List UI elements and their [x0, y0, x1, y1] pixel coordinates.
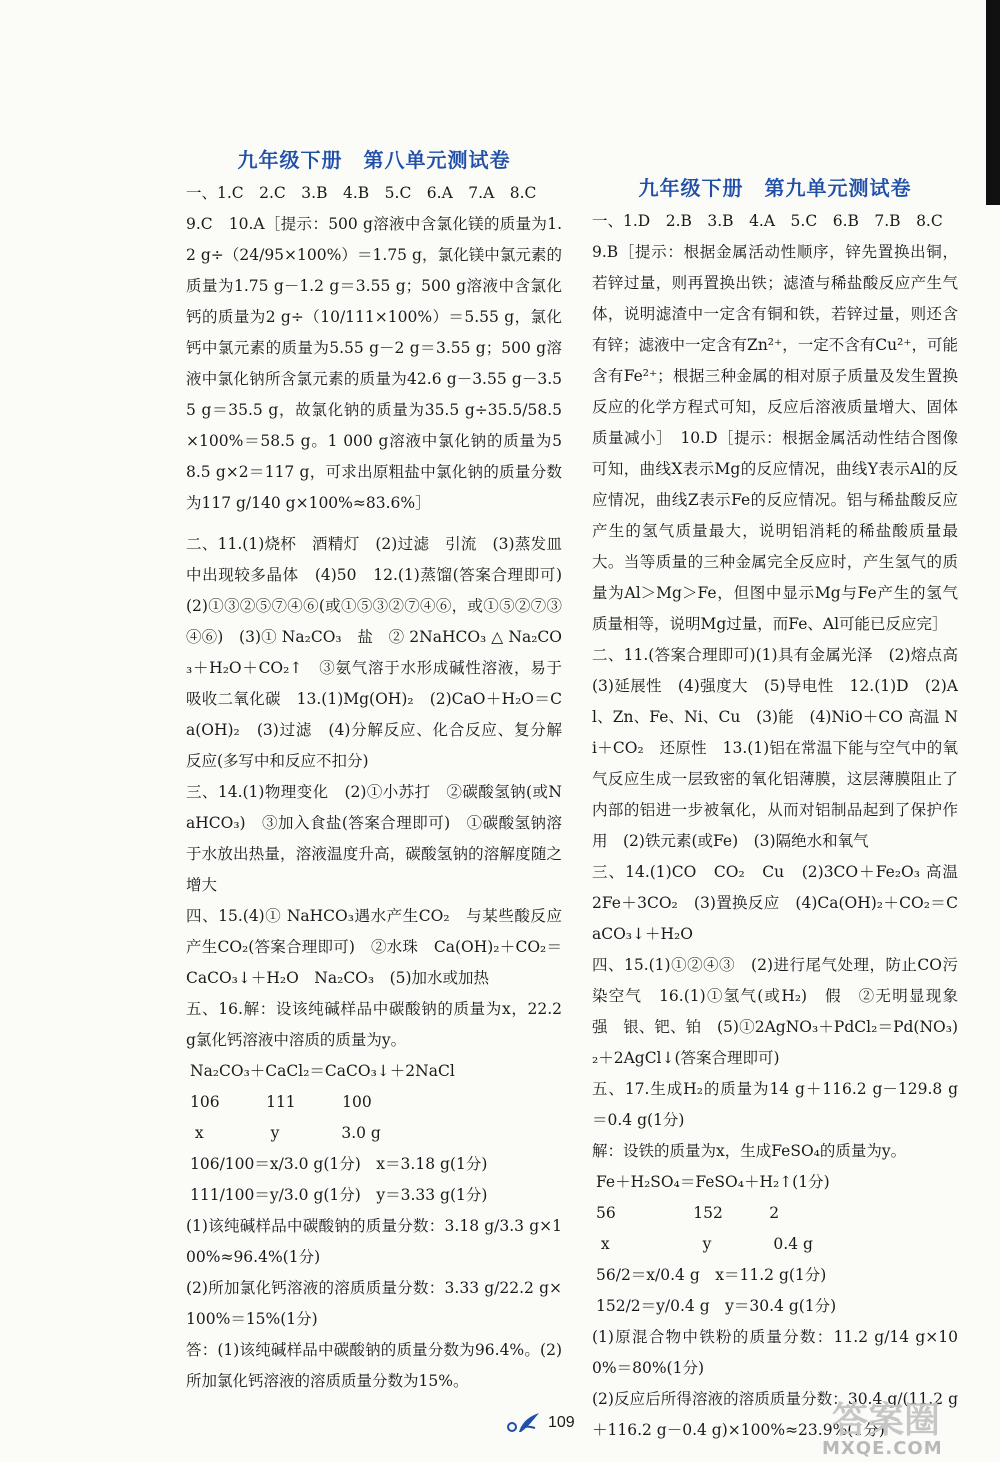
left-answer-1: (1)该纯碱样品中碳酸钠的质量分数：3.18 g/3.3 g×100%≈96.4%(1分)	[186, 1217, 562, 1266]
right-ratio-y: 152/2＝y/0.4 g y＝30.4 g(1分)	[596, 1297, 837, 1315]
watermark-url: MXQE.COM	[822, 1438, 943, 1459]
right-para-choice: 一、1.D 2.B 3.B 4.A 5.C 6.B 7.B 8.C	[592, 212, 943, 230]
left-section-title: 九年级下册 第八单元测试卷	[237, 148, 511, 172]
right-para-part3: 三、14.(1)CO CO₂ Cu (2)3CO＋Fe₂O₃ 高温 2Fe＋3CO₂ (3)置换反应 (4)Ca(OH)₂＋CO₂＝CaCO₃↓＋H₂O	[592, 863, 958, 943]
left-column	[186, 144, 578, 1397]
right-para-hint: 9.B［提示：根据金属活动性顺序，锌先置换出铜，若锌过量，则再置换出铁；滤渣与稀盐酸反应产生气体，说明滤渣中一定含有铜和铁，若锌过量，则还含有锌；滤液中一定含有Zn²⁺，一定不含有Cu²⁺，可能含有Fe²⁺；根据三种金属的相对原子质量及发生置换反应的化学方程式可知，反应后溶液质量增大、固体质量减小］ 10.D［提示：根据金属活动性结合图像可知，曲线X表示Mg的反应情况，曲线Y表示Al的反应情况，曲线Z表示Fe的反应情况。铝与稀盐酸反应产生的氢气质量最大，说明铝消耗的稀盐酸质量最大。当等质量的三种金属完全反应时，产生氢气的质量为Al＞Mg＞Fe，但图中显示Mg与Fe产生的氢气质量相等，说明Mg过量，而Fe、Al可能已反应完］	[592, 243, 958, 633]
right-section-title: 九年级下册 第九单元测试卷	[638, 176, 912, 200]
right-answer-1: (1)原混合物中铁粉的质量分数：11.2 g/14 g×100%＝80%(1分)	[592, 1328, 958, 1377]
left-para-part5: 五、16.解：设该纯碱样品中碳酸钠的质量为x，22.2 g氯化钙溶液中溶质的质量为y。	[186, 1000, 562, 1049]
left-para-part2: 二、11.(1)烧杯 酒精灯 (2)过滤 引流 (3)蒸发皿中出现较多晶体 (4)50 12.(1)蒸馏(答案合理即可) (2)①③②⑤⑦④⑥(或①⑤③②⑦④⑥，或①⑤②⑦③④⑥) (3)① Na₂CO₃ 盐 ② 2NaHCO₃ △ Na₂CO₃＋H₂O＋CO₂↑ ③氨气溶于水形成碱性溶液，易于吸收二氧化碳 13.(1)Mg(OH)₂ (2)CaO＋H₂O＝Ca(OH)₂ (3)过滤 (4)分解反应、化合反应、复分解反应(多写中和反应不扣分)	[186, 535, 578, 770]
left-para-part4: 四、15.(4)① NaHCO₃遇水产生CO₂ 与某些酸反应产生CO₂(答案合理即可) ②水珠 Ca(OH)₂＋CO₂＝CaCO₃↓＋H₂O Na₂CO₃ (5)加水或加热	[186, 907, 562, 987]
left-para-choice: 一、1.C 2.C 3.B 4.B 5.C 6.A 7.A 8.C	[186, 184, 537, 202]
right-para-part4: 四、15.(1)①②④③ (2)进行尾气处理，防止CO污染空气 16.(1)①氢气(或H₂) 假 ②无明显现象 强 银、钯、铂 (5)①2AgNO₃＋PdCl₂＝Pd(NO₃)₂＋2AgCl↓(答案合理即可)	[592, 956, 974, 1067]
right-equation-unknowns: x y 0.4 g	[596, 1235, 813, 1253]
scan-edge-bar	[986, 0, 1000, 205]
publisher-logo-icon	[505, 1410, 541, 1436]
left-ratio-y: 111/100＝y/3.0 g(1分) y＝3.33 g(1分)	[190, 1186, 488, 1204]
right-para-part5: 五、17.生成H₂的质量为14 g＋116.2 g－129.8 g＝0.4 g(1分)	[592, 1080, 958, 1129]
left-answer-2: (2)所加氯化钙溶液的溶质质量分数：3.33 g/22.2 g×100%＝15%(1分)	[186, 1279, 562, 1328]
right-para-part2: 二、11.(答案合理即可)(1)具有金属光泽 (2)熔点高 (3)延展性 (4)强度大 (5)导电性 12.(1)D (2)Al、Zn、Fe、Ni、Cu (3)能 (4)NiO＋CO 高温 Ni＋CO₂ 还原性 13.(1)铝在常温下能与空气中的氧气反应生成一层致密的氧化铝薄膜，这层薄膜阻止了内部的铝进一步被氧化，从而对铝制品起到了保护作用 (2)铁元素(或Fe) (3)隔绝水和氧气	[592, 646, 974, 850]
right-column	[592, 172, 974, 1446]
left-para-part3: 三、14.(1)物理变化 (2)①小苏打 ②碳酸氢钠(或NaHCO₃) ③加入食盐(答案合理即可) ①碳酸氢钠溶于水放出热量，溶液温度升高，碳酸氢钠的溶解度随之增大	[186, 783, 562, 894]
watermark-logo-text: 答案圈	[832, 1400, 941, 1441]
left-equation-masses: 106 111 100	[190, 1093, 372, 1111]
left-equation-unknowns: x y 3.0 g	[190, 1124, 381, 1142]
right-answer-2: (2)反应后所得溶液的溶质质量分数：30.4 g/(11.2 g＋116.2 g－0.4 g)×100%≈23.9%(1分)	[592, 1390, 958, 1439]
right-equation: Fe＋H₂SO₄＝FeSO₄＋H₂↑(1分)	[596, 1173, 830, 1191]
right-equation-masses: 56 152 2	[596, 1204, 780, 1222]
left-conclusion: 答：(1)该纯碱样品中碳酸钠的质量分数为96.4%。(2)所加氯化钙溶液的溶质质量分数为15%。	[186, 1341, 562, 1390]
right-ratio-x: 56/2＝x/0.4 g x＝11.2 g(1分)	[596, 1266, 827, 1284]
right-para-setup: 解：设铁的质量为x，生成FeSO₄的质量为y。	[592, 1142, 907, 1160]
left-equation: Na₂CO₃＋CaCl₂＝CaCO₃↓＋2NaCl	[190, 1062, 455, 1080]
left-para-hint: 9.C 10.A［提示：500 g溶液中含氯化镁的质量为1.2 g÷（24/95×100%）＝1.75 g，氯化镁中氯元素的质量为1.75 g－1.2 g＝3.55 g；500 g溶液中含氯化钙的质量为2 g÷（10/111×100%）＝5.55 g，氯化钙中氯元素的质量为5.55 g－2 g＝3.55 g；500 g溶液中氯化钠所含氯元素的质量为42.6 g－3.55 g－3.55 g＝35.5 g，故氯化钠的质量为35.5 g÷35.5/58.5×100%＝58.5 g。1 000 g溶液中氯化钠的质量为58.5 g×2＝117 g，可求出原粗盐中氯化钠的质量分数为117 g/140 g×100%≈83.6%］	[186, 215, 562, 512]
left-ratio-x: 106/100＝x/3.0 g(1分) x＝3.18 g(1分)	[190, 1155, 488, 1173]
page-number: 109	[548, 1414, 575, 1431]
